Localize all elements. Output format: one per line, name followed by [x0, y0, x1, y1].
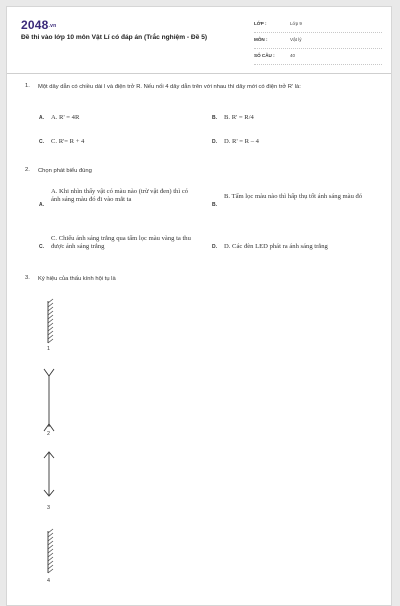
question-text: Ký hiệu của thấu kính hội tụ là: [38, 276, 116, 282]
meta-value: Vật lý: [290, 37, 302, 42]
option-letter: A.: [39, 202, 44, 208]
option-text: C. Chiếu ánh sáng trắng qua tấm lọc màu vàng ta thu được ánh sáng trắng: [51, 235, 191, 251]
option-letter: D.: [212, 244, 217, 250]
question-number: 1.: [25, 83, 30, 89]
option-letter: B.: [212, 115, 217, 121]
option-letter: A.: [39, 115, 44, 121]
option-letter: B.: [212, 202, 217, 208]
meta-label: MÔN :: [254, 37, 268, 42]
converging-lens-symbol: [41, 451, 61, 497]
question-number: 2.: [25, 167, 30, 173]
option-text: A. Khi nhìn thấy vật có màu nào (trừ vật đen) thì có ánh sáng màu đó đi vào mắt ta: [51, 188, 189, 204]
option-letter: C.: [39, 139, 44, 145]
option-text: A. R' = 4R: [51, 114, 80, 121]
exam-title: Đề thi vào lớp 10 môn Vật Lí có đáp án (Trắc nghiệm - Đề 5): [21, 34, 208, 41]
option-text: D. Các đèn LED phát ra ánh sáng trắng: [224, 243, 328, 250]
option-text: B. Tấm lọc màu nào thì hấp thụ tốt ánh sáng màu đó: [224, 193, 363, 200]
exam-sheet: [6, 6, 392, 606]
meta-label: LỚP :: [254, 21, 267, 26]
exam-meta: [254, 19, 382, 67]
mirror-hatched-symbol-1: [43, 297, 63, 347]
option-text: D. R' = R – 4: [224, 138, 259, 145]
option-text: B. R' = R/4: [224, 114, 254, 121]
meta-row-subject: [254, 35, 382, 49]
meta-label: SỐ CÂU :: [254, 53, 275, 58]
question-number: 3.: [25, 275, 30, 281]
meta-row-question-count: [254, 51, 382, 65]
mirror-hatched-symbol-4: [43, 527, 63, 577]
option-letter: D.: [212, 139, 217, 145]
diverging-lens-symbol: [41, 369, 61, 429]
meta-value: Lớp 9: [290, 21, 302, 26]
meta-row-class: [254, 19, 382, 33]
logo-suffix: .vn: [48, 22, 57, 29]
figure-label: 3: [47, 505, 50, 511]
logo-main: 2048: [21, 18, 49, 32]
figure-label: 4: [47, 578, 50, 584]
option-letter: C.: [39, 244, 44, 250]
site-logo[interactable]: [21, 18, 56, 32]
exam-header: [7, 7, 391, 74]
question-text: Chọn phát biểu đúng: [38, 168, 92, 174]
figure-label: 1: [47, 346, 50, 352]
meta-value: 40: [290, 53, 296, 58]
option-text: C. R'= R + 4: [51, 138, 85, 145]
question-text: Một dây dẫn có chiều dài l và điện trở R. Nếu nối 4 dây dẫn trên với nhau thì dây mới có điện trở R' là:: [38, 84, 301, 90]
figure-label: 2: [47, 431, 50, 437]
